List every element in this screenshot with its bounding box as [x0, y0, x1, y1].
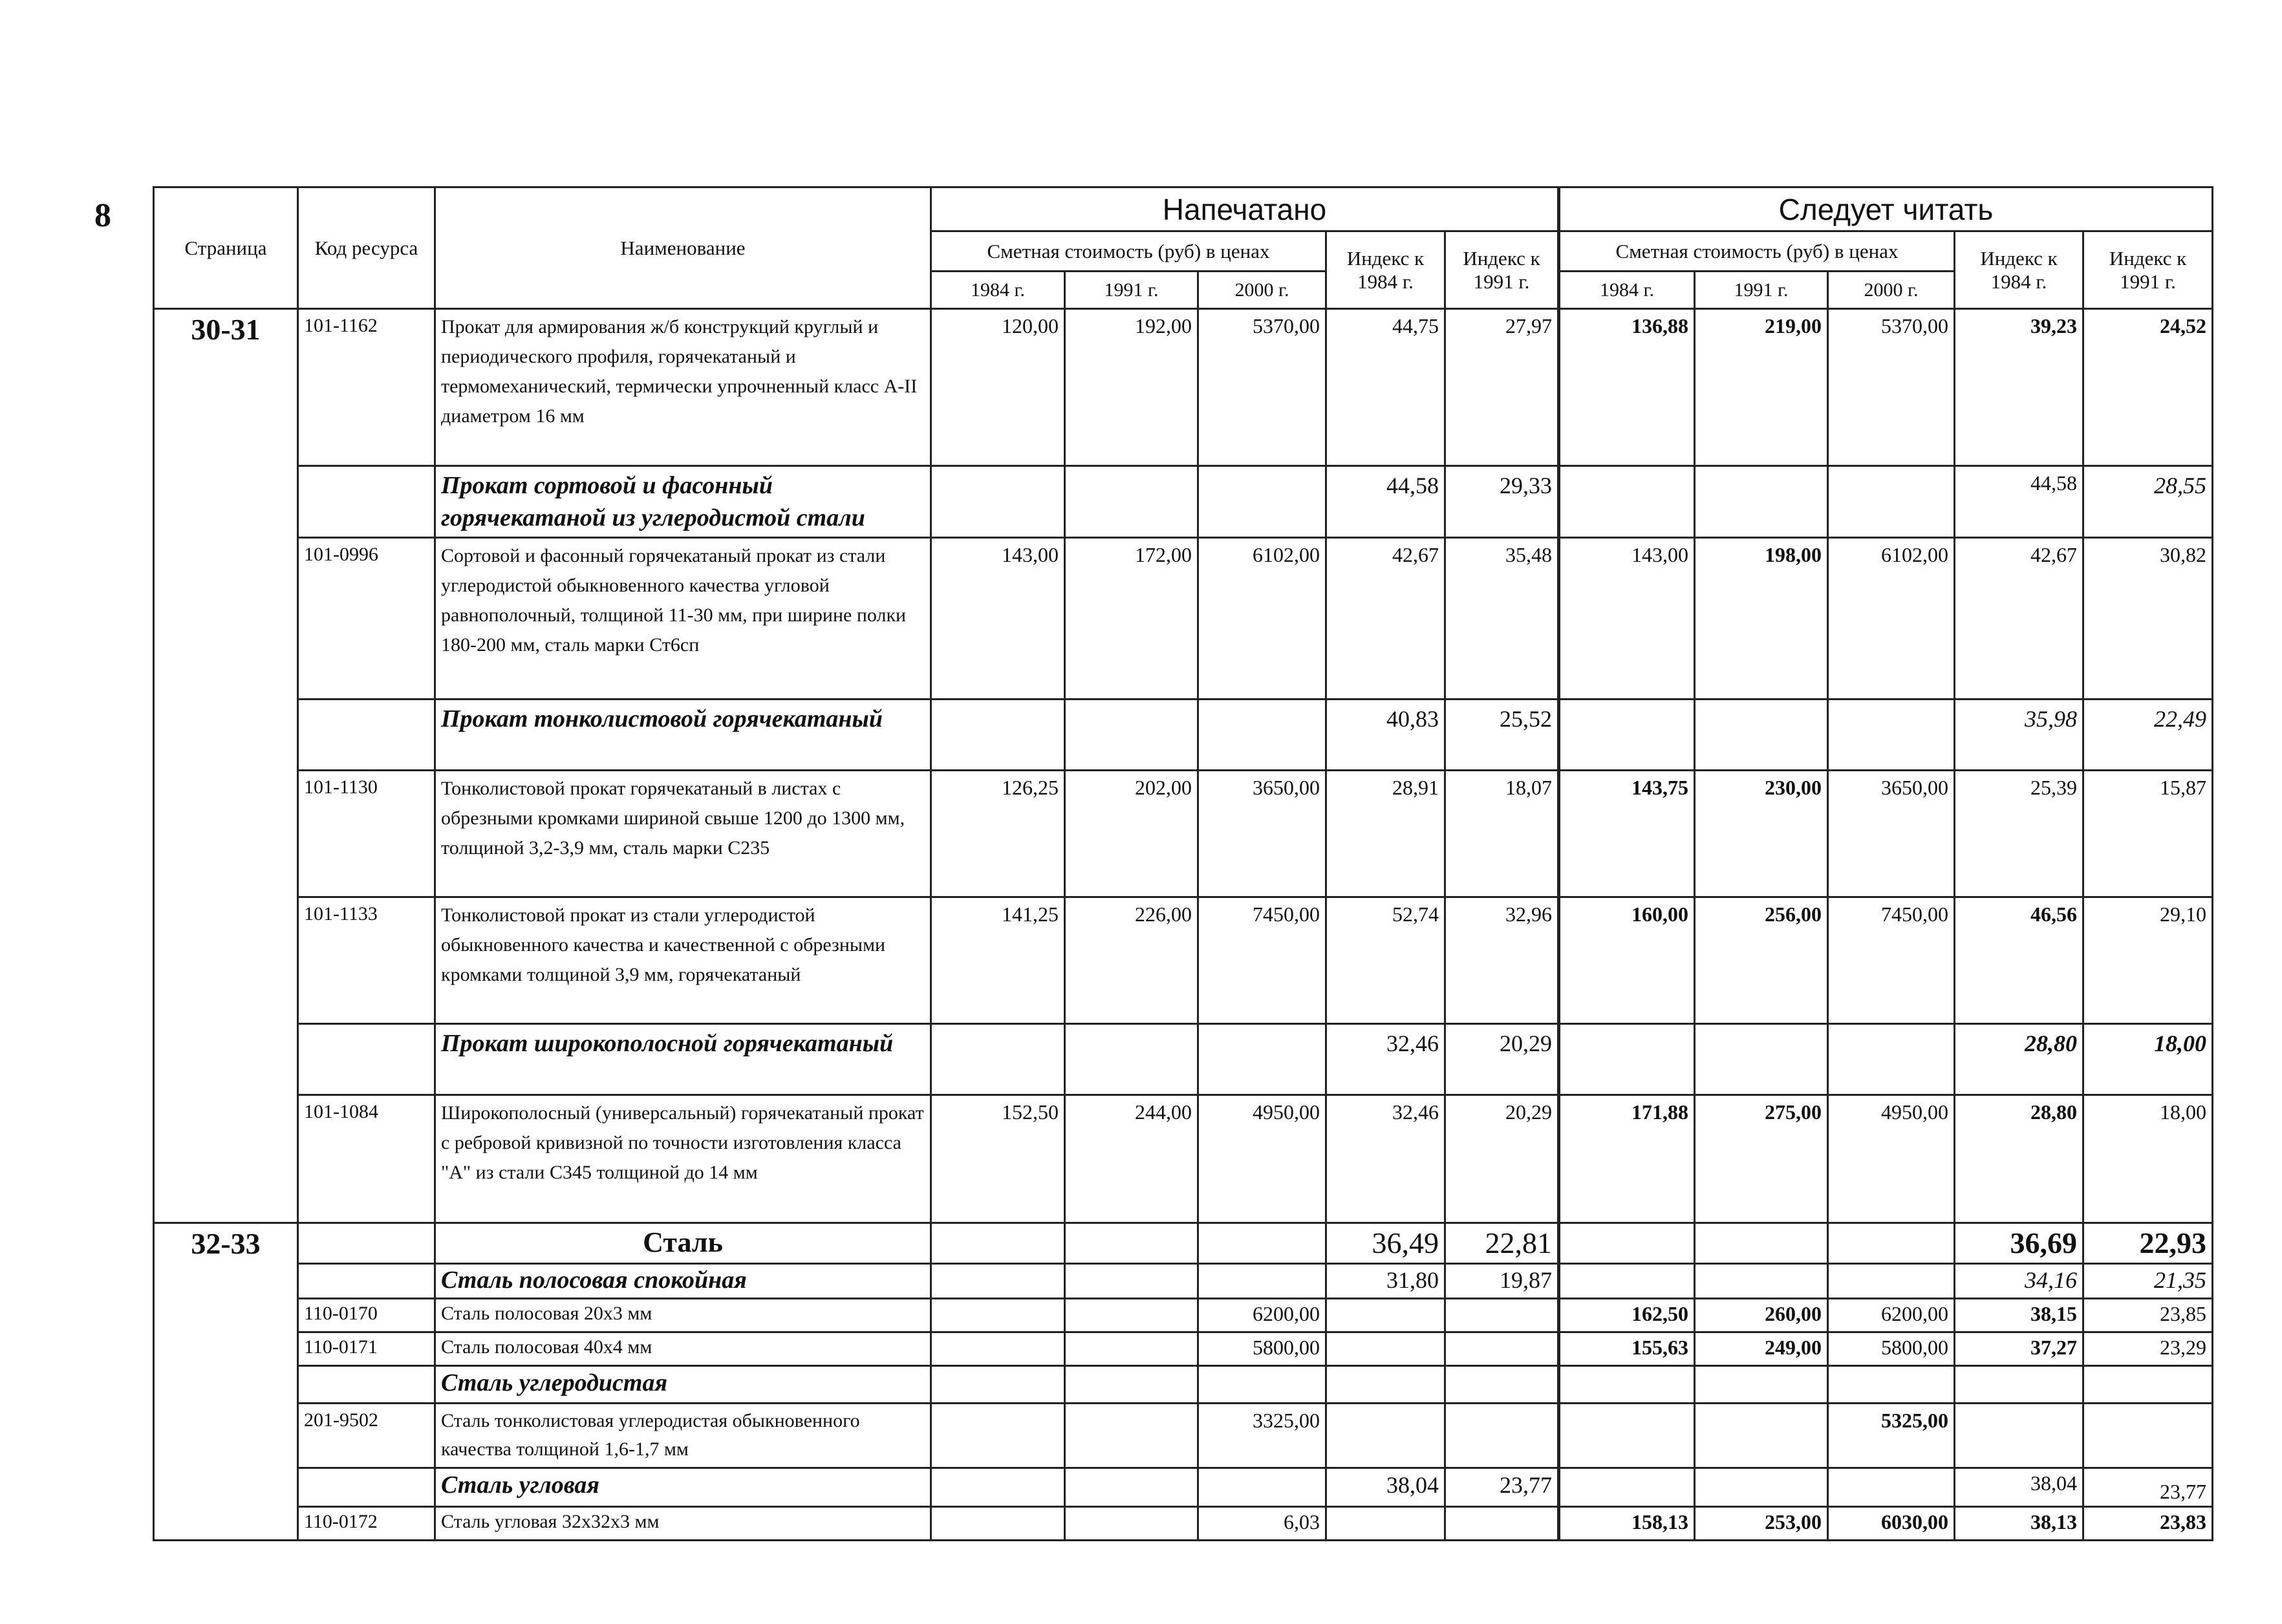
- empty-cell: [931, 1332, 1065, 1366]
- empty-cell: [1695, 1223, 1828, 1264]
- resource-name: Широкополосный (универсальный) горячекатаный прокат с ребровой кривизной по точности изготовления класса "А" из стали С345 толщиной до 14 мм: [435, 1095, 931, 1223]
- empty-cell: [931, 1299, 1065, 1332]
- printed-index-1991: 23,77: [1445, 1468, 1559, 1507]
- read-index-1991: 24,52: [2083, 309, 2213, 466]
- table-row: [154, 897, 2213, 1024]
- empty-cell: [1198, 466, 1326, 538]
- resource-code: [298, 466, 435, 538]
- read-cost-1991: 249,00: [1695, 1332, 1828, 1366]
- read-index-1991: 22,93: [2083, 1223, 2213, 1264]
- read-index-1984: 38,13: [1955, 1507, 2083, 1541]
- header-read-1991: 1991 г.: [1695, 272, 1828, 309]
- empty-cell: [1828, 466, 1955, 538]
- empty-cell: [1445, 1366, 1559, 1404]
- read-index-1984: 37,27: [1955, 1332, 2083, 1366]
- header-printed-cost: Сметная стоимость (руб) в ценах: [931, 231, 1326, 272]
- printed-index-1991: 20,29: [1445, 1024, 1559, 1095]
- read-index-1991: 29,10: [2083, 897, 2213, 1024]
- resource-code: 101-1084: [298, 1095, 435, 1223]
- printed-index-1991: 22,81: [1445, 1223, 1559, 1264]
- category-name: Сталь угловая: [435, 1468, 931, 1507]
- empty-cell: [1326, 1366, 1445, 1404]
- read-index-1984: 44,58: [1955, 466, 2083, 538]
- printed-index-1991: 32,96: [1445, 897, 1559, 1024]
- empty-cell: [1065, 1366, 1198, 1404]
- empty-cell: [931, 1404, 1065, 1468]
- empty-cell: [1445, 1507, 1559, 1541]
- empty-cell: [1828, 700, 1955, 771]
- header-read-index-1984: Индекс к 1984 г.: [1955, 231, 2083, 309]
- read-cost-2000: 5325,00: [1828, 1404, 1955, 1468]
- resource-code: 110-0172: [298, 1507, 435, 1541]
- resource-name: Прокат для армирования ж/б конструкций круглый и периодического профиля, горячекатаный и термомеханический, термически упрочненный класс А-II диаметром 16 мм: [435, 309, 931, 466]
- read-cost-2000: 5800,00: [1828, 1332, 1955, 1366]
- printed-cost-2000: 6200,00: [1198, 1299, 1326, 1332]
- printed-cost-1984: 126,25: [931, 771, 1065, 897]
- resource-code: [298, 1468, 435, 1507]
- resource-code: 110-0171: [298, 1332, 435, 1366]
- printed-index-1984: 31,80: [1326, 1264, 1445, 1299]
- read-cost-1991: 275,00: [1695, 1095, 1828, 1223]
- read-index-1991: 23,85: [2083, 1299, 2213, 1332]
- read-cost-1984: 160,00: [1559, 897, 1695, 1024]
- read-index-1984: 28,80: [1955, 1024, 2083, 1095]
- empty-cell: [1828, 1264, 1955, 1299]
- category-name: Прокат сортовой и фасонный горячекатаной из углеродистой стали: [435, 466, 931, 538]
- resource-code: [298, 1024, 435, 1095]
- printed-cost-2000: 7450,00: [1198, 897, 1326, 1024]
- empty-cell: [1559, 466, 1695, 538]
- read-cost-1984: 155,63: [1559, 1332, 1695, 1366]
- read-index-1984: 34,16: [1955, 1264, 2083, 1299]
- header-read-cost: Сметная стоимость (руб) в ценах: [1559, 231, 1955, 272]
- empty-cell: [1559, 700, 1695, 771]
- printed-index-1984: 44,75: [1326, 309, 1445, 466]
- empty-cell: [931, 1366, 1065, 1404]
- printed-index-1984: 44,58: [1326, 466, 1445, 538]
- table-row: [154, 1299, 2213, 1332]
- resource-code: [298, 1366, 435, 1404]
- resource-code: 101-1162: [298, 309, 435, 466]
- printed-cost-1984: 120,00: [931, 309, 1065, 466]
- table-row: [154, 1404, 2213, 1468]
- read-cost-2000: 7450,00: [1828, 897, 1955, 1024]
- empty-cell: [1559, 1468, 1695, 1507]
- empty-cell: [1695, 1468, 1828, 1507]
- table-row-category: [154, 1264, 2213, 1299]
- empty-cell: [931, 1024, 1065, 1095]
- empty-cell: [1695, 1404, 1828, 1468]
- empty-cell: [1695, 1366, 1828, 1404]
- resource-name: Тонколистовой прокат горячекатаный в листах с обрезными кромками шириной свыше 1200 до 1300 мм, толщиной 3,2-3,9 мм, сталь марки С235: [435, 771, 931, 897]
- read-index-1991: 28,55: [2083, 466, 2213, 538]
- table-row-section: [154, 1223, 2213, 1264]
- read-cost-1984: 136,88: [1559, 309, 1695, 466]
- header-read-index-1991: Индекс к 1991 г.: [2083, 231, 2213, 309]
- empty-cell: [1198, 1223, 1326, 1264]
- printed-cost-1991: 202,00: [1065, 771, 1198, 897]
- category-name: Прокат широкополосной горячекатаный: [435, 1024, 931, 1095]
- empty-cell: [2083, 1366, 2213, 1404]
- read-cost-1991: 230,00: [1695, 771, 1828, 897]
- table-row: [154, 538, 2213, 700]
- printed-index-1991: 19,87: [1445, 1264, 1559, 1299]
- table-row: [154, 309, 2213, 466]
- empty-cell: [1828, 1468, 1955, 1507]
- empty-cell: [1065, 1024, 1198, 1095]
- table-row: [154, 1332, 2213, 1366]
- empty-cell: [1695, 1024, 1828, 1095]
- empty-cell: [1828, 1024, 1955, 1095]
- table-row: [154, 1095, 2213, 1223]
- empty-cell: [931, 1223, 1065, 1264]
- printed-index-1984: 38,04: [1326, 1468, 1445, 1507]
- printed-index-1991: 27,97: [1445, 309, 1559, 466]
- empty-cell: [1445, 1299, 1559, 1332]
- header-printed-index-1991: Индекс к 1991 г.: [1445, 231, 1559, 309]
- read-cost-1991: 198,00: [1695, 538, 1828, 700]
- empty-cell: [1326, 1299, 1445, 1332]
- category-name: Сталь углеродистая: [435, 1366, 931, 1404]
- empty-cell: [931, 466, 1065, 538]
- empty-cell: [1955, 1366, 2083, 1404]
- header-read-2000: 2000 г.: [1828, 272, 1955, 309]
- printed-cost-2000: 5370,00: [1198, 309, 1326, 466]
- read-index-1984: 25,39: [1955, 771, 2083, 897]
- empty-cell: [1065, 1404, 1198, 1468]
- printed-cost-1991: 172,00: [1065, 538, 1198, 700]
- header-should-read: Следует читать: [1559, 187, 2213, 231]
- read-cost-2000: 3650,00: [1828, 771, 1955, 897]
- empty-cell: [1065, 1264, 1198, 1299]
- table-row-category: [154, 1468, 2213, 1507]
- printed-cost-2000: 5800,00: [1198, 1332, 1326, 1366]
- resource-name: Сталь угловая 32х32х3 мм: [435, 1507, 931, 1541]
- printed-cost-1991: 192,00: [1065, 309, 1198, 466]
- read-index-1984: 35,98: [1955, 700, 2083, 771]
- printed-index-1984: 42,67: [1326, 538, 1445, 700]
- printed-cost-2000: 6,03: [1198, 1507, 1326, 1541]
- read-cost-2000: 5370,00: [1828, 309, 1955, 466]
- read-index-1991: 23,77: [2083, 1468, 2213, 1507]
- printed-index-1984: 40,83: [1326, 700, 1445, 771]
- printed-index-1991: 25,52: [1445, 700, 1559, 771]
- read-index-1984: 38,15: [1955, 1299, 2083, 1332]
- header-printed: Напечатано: [931, 187, 1559, 231]
- empty-cell: [1198, 700, 1326, 771]
- section-name: Сталь: [435, 1223, 931, 1264]
- empty-cell: [1445, 1332, 1559, 1366]
- read-index-1991: 23,29: [2083, 1332, 2213, 1366]
- resource-code: 101-0996: [298, 538, 435, 700]
- printed-index-1984: 32,46: [1326, 1095, 1445, 1223]
- empty-cell: [1695, 700, 1828, 771]
- read-cost-2000: 4950,00: [1828, 1095, 1955, 1223]
- table-row-category: [154, 1024, 2213, 1095]
- table-header: [154, 187, 2213, 309]
- read-cost-2000: 6030,00: [1828, 1507, 1955, 1541]
- resource-name: Сталь тонколистовая углеродистая обыкновенного качества толщиной 1,6-1,7 мм: [435, 1404, 931, 1468]
- resource-code: 110-0170: [298, 1299, 435, 1332]
- resource-name: Сортовой и фасонный горячекатаный прокат из стали углеродистой обыкновенного качества угловой равнополочный, толщиной 11-30 мм, при ширине полки 180-200 мм, сталь марки Ст6сп: [435, 538, 931, 700]
- printed-cost-1984: 152,50: [931, 1095, 1065, 1223]
- empty-cell: [1326, 1507, 1445, 1541]
- empty-cell: [1065, 1507, 1198, 1541]
- empty-cell: [1828, 1366, 1955, 1404]
- empty-cell: [931, 1507, 1065, 1541]
- empty-cell: [1198, 1468, 1326, 1507]
- table-row: [154, 771, 2213, 897]
- empty-cell: [931, 1468, 1065, 1507]
- read-cost-1984: 162,50: [1559, 1299, 1695, 1332]
- empty-cell: [1198, 1024, 1326, 1095]
- empty-cell: [1065, 1468, 1198, 1507]
- empty-cell: [931, 1264, 1065, 1299]
- read-cost-1991: 253,00: [1695, 1507, 1828, 1541]
- empty-cell: [1065, 1223, 1198, 1264]
- page-number: 8: [94, 197, 111, 234]
- empty-cell: [1445, 1404, 1559, 1468]
- empty-cell: [1326, 1404, 1445, 1468]
- header-page: Страница: [154, 187, 298, 309]
- printed-index-1991: 20,29: [1445, 1095, 1559, 1223]
- empty-cell: [1559, 1404, 1695, 1468]
- page-ref-cell: 30-31: [154, 309, 298, 1223]
- read-cost-2000: 6102,00: [1828, 538, 1955, 700]
- empty-cell: [1695, 1264, 1828, 1299]
- resource-code: [298, 1223, 435, 1264]
- resource-code: 101-1133: [298, 897, 435, 1024]
- read-index-1984: 39,23: [1955, 309, 2083, 466]
- read-cost-1991: 219,00: [1695, 309, 1828, 466]
- empty-cell: [1065, 700, 1198, 771]
- read-index-1991: 18,00: [2083, 1095, 2213, 1223]
- printed-cost-2000: 4950,00: [1198, 1095, 1326, 1223]
- category-name: Сталь полосовая спокойная: [435, 1264, 931, 1299]
- printed-cost-2000: 3650,00: [1198, 771, 1326, 897]
- resource-name: Сталь полосовая 20х3 мм: [435, 1299, 931, 1332]
- empty-cell: [1559, 1223, 1695, 1264]
- read-index-1991: 22,49: [2083, 700, 2213, 771]
- printed-index-1991: 18,07: [1445, 771, 1559, 897]
- printed-cost-1984: 143,00: [931, 538, 1065, 700]
- read-cost-1991: 260,00: [1695, 1299, 1828, 1332]
- printed-cost-1984: 141,25: [931, 897, 1065, 1024]
- printed-cost-2000: 6102,00: [1198, 538, 1326, 700]
- category-name: Прокат тонколистовой горячекатаный: [435, 700, 931, 771]
- header-code: Код ресурса: [298, 187, 435, 309]
- printed-index-1991: 29,33: [1445, 466, 1559, 538]
- read-index-1984: 38,04: [1955, 1468, 2083, 1507]
- read-index-1984: 46,56: [1955, 897, 2083, 1024]
- header-printed-1991: 1991 г.: [1065, 272, 1198, 309]
- empty-cell: [1955, 1404, 2083, 1468]
- printed-index-1984: 36,49: [1326, 1223, 1445, 1264]
- read-index-1984: 42,67: [1955, 538, 2083, 700]
- empty-cell: [1559, 1264, 1695, 1299]
- read-cost-1984: 158,13: [1559, 1507, 1695, 1541]
- printed-cost-2000: 3325,00: [1198, 1404, 1326, 1468]
- printed-cost-1991: 226,00: [1065, 897, 1198, 1024]
- printed-index-1984: 28,91: [1326, 771, 1445, 897]
- empty-cell: [1065, 466, 1198, 538]
- empty-cell: [1695, 466, 1828, 538]
- empty-cell: [1065, 1332, 1198, 1366]
- resource-name: Тонколистовой прокат из стали углеродистой обыкновенного качества и качественной с обрезными кромками толщиной 3,9 мм, горячекатаный: [435, 897, 931, 1024]
- read-index-1984: 28,80: [1955, 1095, 2083, 1223]
- table-row-category: [154, 466, 2213, 538]
- page-ref-cell: 32-33: [154, 1223, 298, 1541]
- printed-index-1984: 52,74: [1326, 897, 1445, 1024]
- header-printed-2000: 2000 г.: [1198, 272, 1326, 309]
- read-index-1991: 21,35: [2083, 1264, 2213, 1299]
- read-cost-2000: 6200,00: [1828, 1299, 1955, 1332]
- empty-cell: [1559, 1366, 1695, 1404]
- read-index-1984: 36,69: [1955, 1223, 2083, 1264]
- resource-name: Сталь полосовая 40х4 мм: [435, 1332, 931, 1366]
- empty-cell: [1198, 1264, 1326, 1299]
- table-row-category: [154, 1366, 2213, 1404]
- read-cost-1984: 171,88: [1559, 1095, 1695, 1223]
- read-index-1991: 18,00: [2083, 1024, 2213, 1095]
- read-index-1991: 30,82: [2083, 538, 2213, 700]
- empty-cell: [931, 700, 1065, 771]
- empty-cell: [1559, 1024, 1695, 1095]
- read-index-1991: 23,83: [2083, 1507, 2213, 1541]
- printed-index-1991: 35,48: [1445, 538, 1559, 700]
- empty-cell: [1065, 1299, 1198, 1332]
- resource-code: [298, 1264, 435, 1299]
- table-body: [154, 309, 2213, 1541]
- resource-code: [298, 700, 435, 771]
- read-cost-1991: 256,00: [1695, 897, 1828, 1024]
- printed-index-1984: 32,46: [1326, 1024, 1445, 1095]
- empty-cell: [1326, 1332, 1445, 1366]
- correction-table: [153, 186, 2213, 1541]
- read-cost-1984: 143,75: [1559, 771, 1695, 897]
- resource-code: 101-1130: [298, 771, 435, 897]
- empty-cell: [1198, 1366, 1326, 1404]
- header-name: Наименование: [435, 187, 931, 309]
- printed-cost-1991: 244,00: [1065, 1095, 1198, 1223]
- header-read-1984: 1984 г.: [1559, 272, 1695, 309]
- header-printed-1984: 1984 г.: [931, 272, 1065, 309]
- read-index-1991: 15,87: [2083, 771, 2213, 897]
- empty-cell: [1828, 1223, 1955, 1264]
- table-row-category: [154, 700, 2213, 771]
- table-row: [154, 1507, 2213, 1541]
- resource-code: 201-9502: [298, 1404, 435, 1468]
- header-printed-index-1984: Индекс к 1984 г.: [1326, 231, 1445, 309]
- read-cost-1984: 143,00: [1559, 538, 1695, 700]
- empty-cell: [2083, 1404, 2213, 1468]
